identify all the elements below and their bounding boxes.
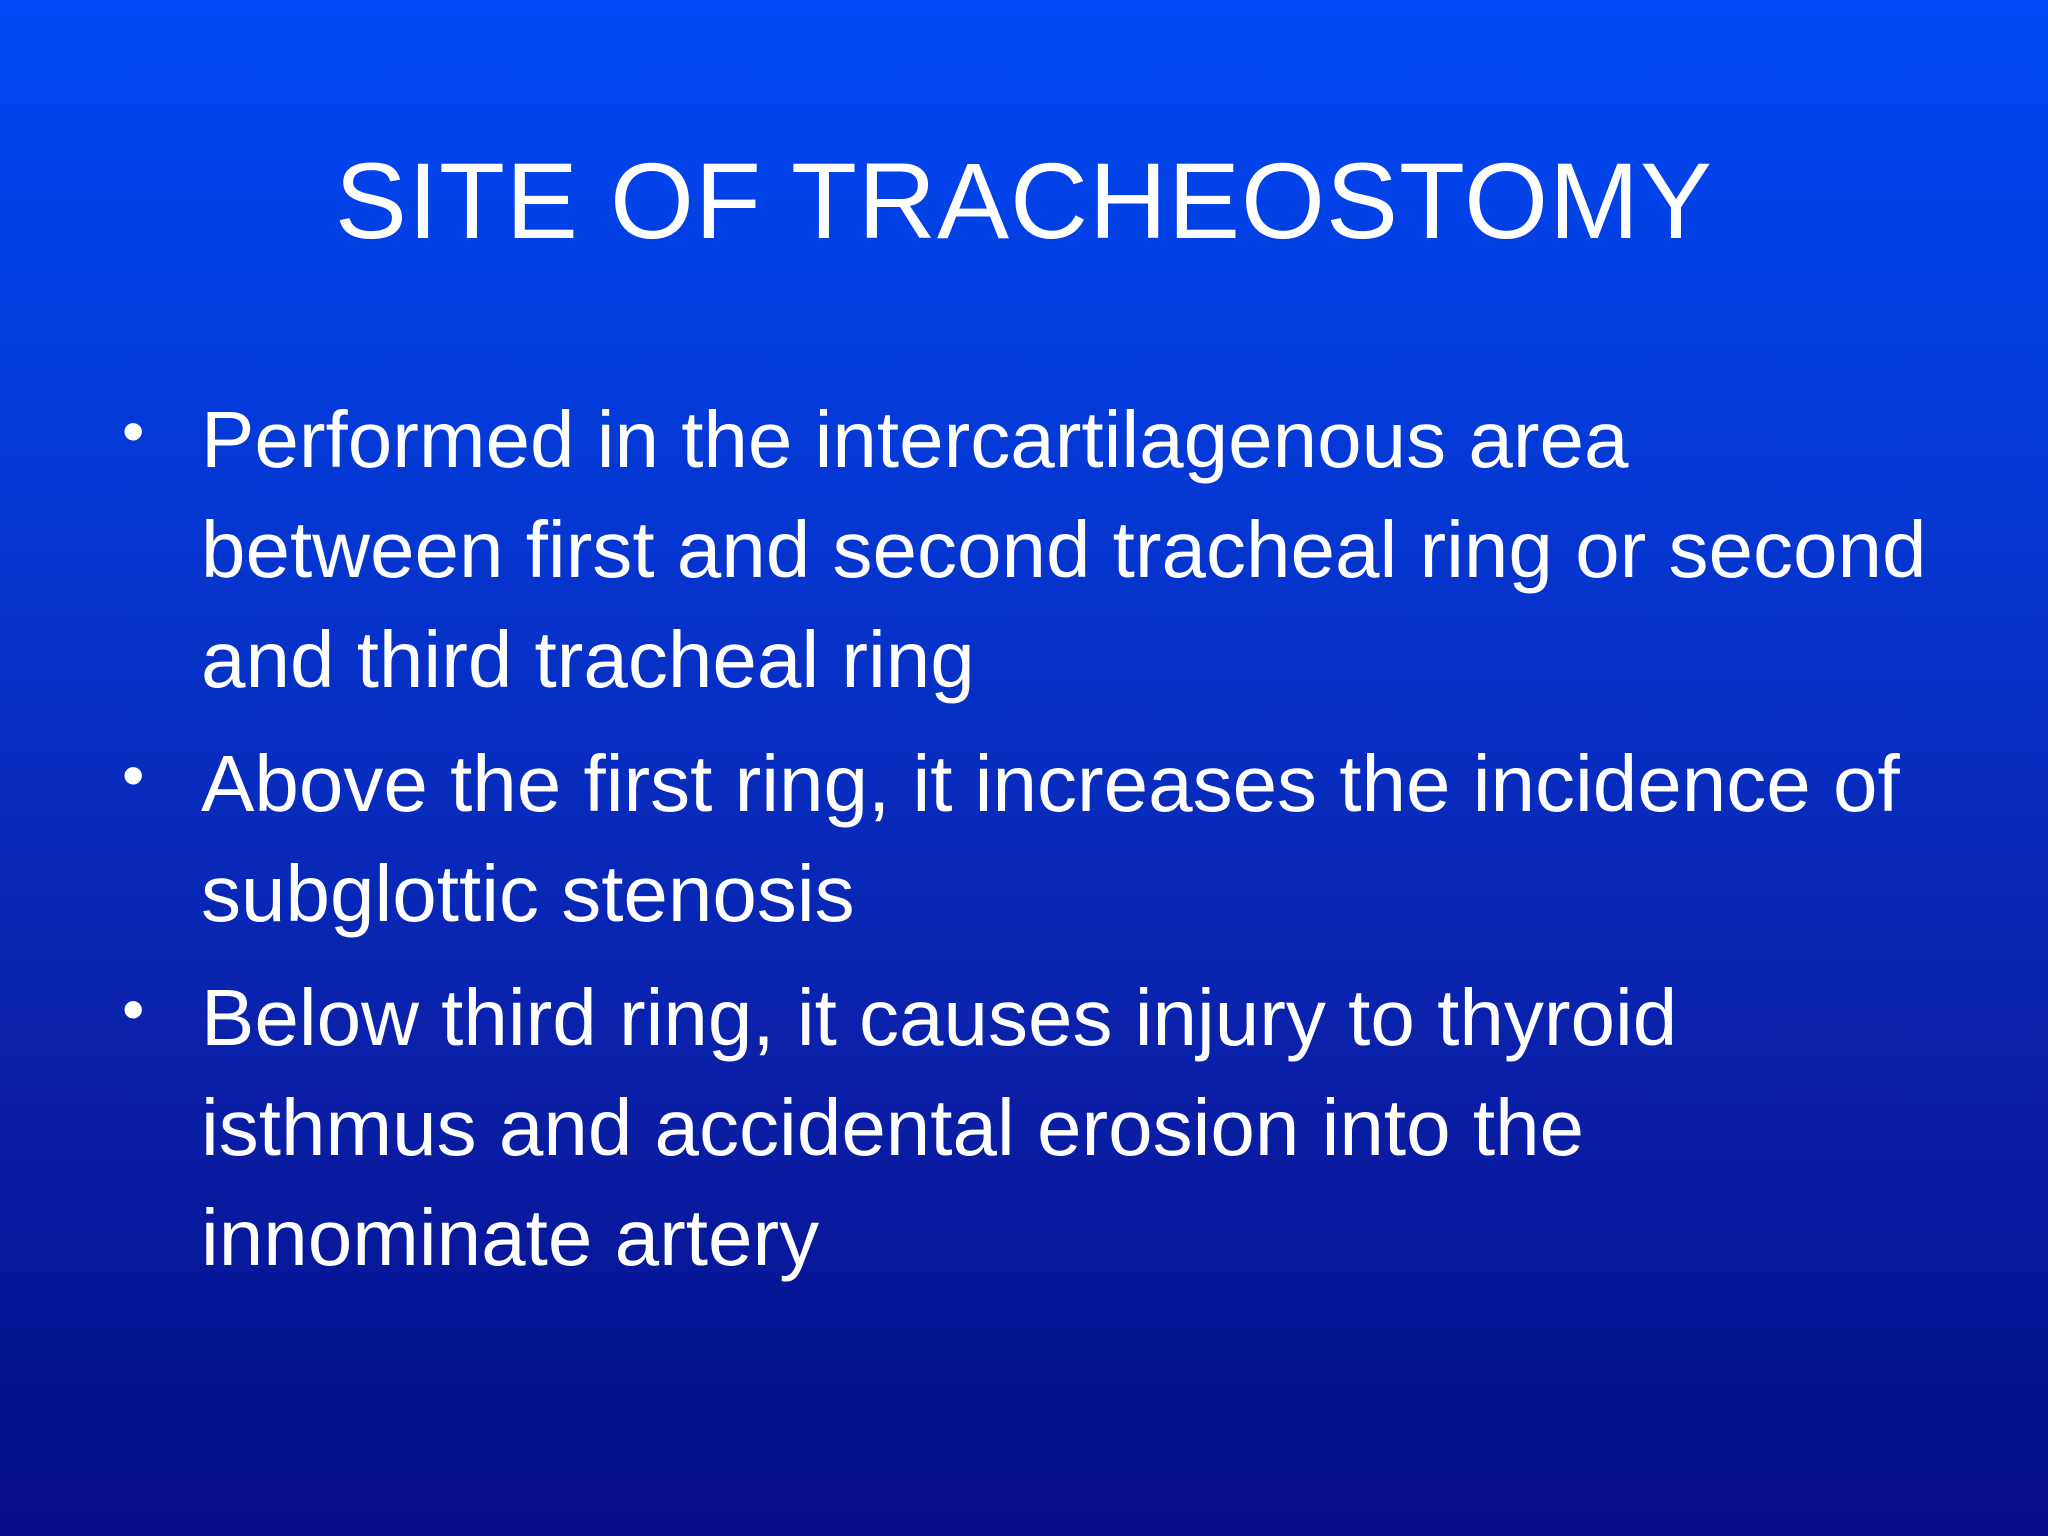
bullet-icon: • (122, 739, 145, 811)
bullet-item (120, 729, 1940, 949)
bullet-item (120, 385, 1940, 715)
bullet-text: Performed in the intercartilagenous area between first and second tracheal ring or second and third tracheal ring (201, 395, 1927, 704)
bullet-text: Below third ring, it causes injury to thyroid isthmus and accidental erosion into the innominate artery (201, 973, 1678, 1282)
bullet-item (120, 963, 1940, 1293)
bullet-list (120, 385, 1940, 1307)
bullet-text: Above the first ring, it increases the incidence of subglottic stenosis (201, 739, 1900, 938)
bullet-icon: • (122, 395, 145, 467)
slide-title: SITE OF TRACHEOSTOMY (334, 140, 1714, 261)
bullet-icon: • (122, 973, 145, 1045)
